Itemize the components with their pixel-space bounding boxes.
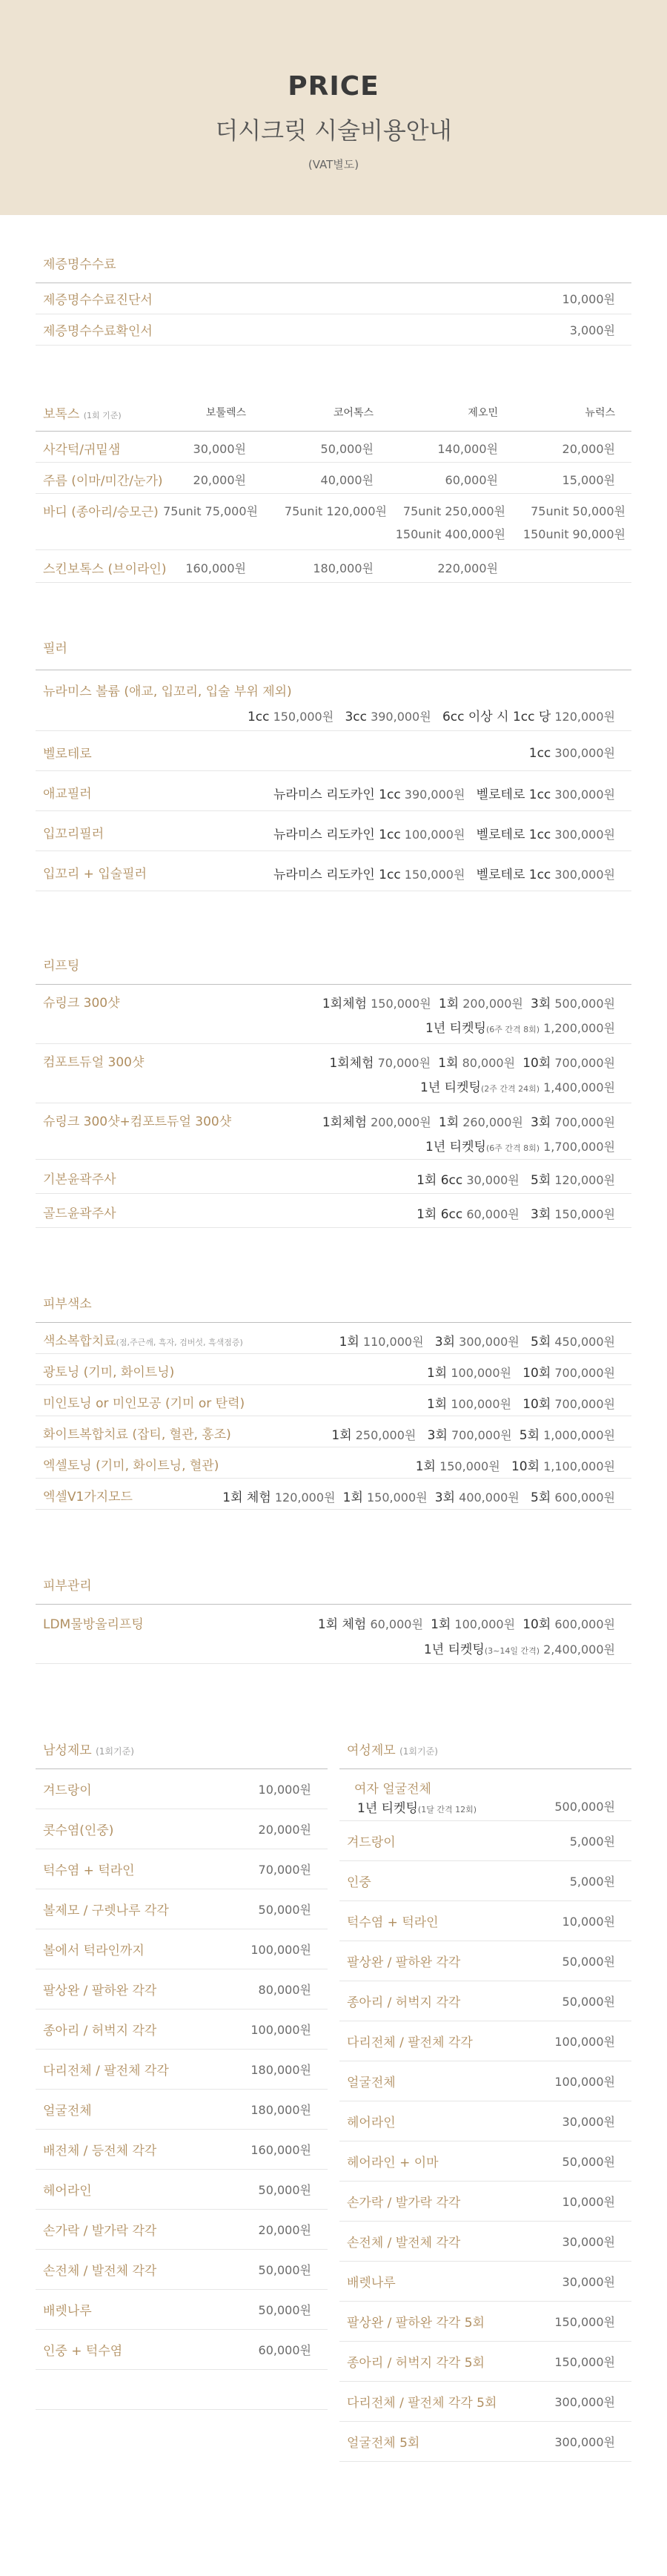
item-label: 사각턱/귀밑샘 (43, 443, 121, 458)
item-price: 150,000원 (554, 2315, 615, 2329)
price-row (339, 1981, 631, 2021)
price-row (36, 851, 631, 891)
section-note: (1회기준) (399, 1746, 438, 1757)
item-label: 인중 (347, 1875, 371, 1890)
item-label: 컴포트듀얼 300샷 (43, 1055, 145, 1070)
item-label: 종아리 / 허벅지 각각 (347, 1995, 461, 2010)
item-price: 50,000원 (258, 1903, 311, 1917)
item-label: 종아리 / 허벅지 각각 (43, 2024, 157, 2038)
item-label: 슈링크 300샷+컴포트듀얼 300샷 (43, 1114, 232, 1129)
item-label: 바디 (종아리/승모근) (43, 505, 159, 520)
item-price: 60,000원 (258, 2343, 311, 2357)
section-title: 보톡스 (43, 407, 80, 422)
price-row (36, 1323, 631, 1354)
men-price-list (36, 1769, 328, 2410)
item-label: 미인토닝 or 미인모공 (기미 or 탄력) (43, 1396, 245, 1411)
item-price: 220,000원 (437, 561, 498, 575)
item-label: 엑셀토닝 (기미, 화이트닝, 혈관) (43, 1459, 219, 1473)
price-row (36, 1385, 631, 1416)
tone-section (36, 1293, 631, 1510)
item-price: 50,000원 (562, 2155, 615, 2169)
price-row (36, 1416, 631, 1447)
item-prices: 뉴라미스 리도카인 1cc 390,000원 벨로테로 1cc 300,000원 (273, 787, 615, 802)
page-title: PRICE (288, 71, 379, 102)
price-row (339, 1901, 631, 1941)
item-price: 180,000원 (250, 2063, 311, 2077)
section-title: 제증명수수료 (36, 254, 631, 283)
item-price: 150unit 90,000원 (522, 527, 625, 541)
item-label: 벨로테로 (43, 747, 92, 762)
price-row (36, 1969, 328, 2009)
price-row (36, 2210, 328, 2250)
hair-removal-section (36, 1740, 631, 2462)
item-note: (점,주근깨, 흑자, 검버섯, 흑색점증) (116, 1338, 243, 1347)
item-label: 뉴라미스 볼륨 (애교, 입꼬리, 입술 부위 제외) (43, 684, 292, 699)
item-label: 여자 얼굴전체 (354, 1782, 431, 1797)
price-row (36, 731, 631, 771)
item-price: 100,000원 (554, 2035, 615, 2049)
item-price: 160,000원 (250, 2143, 311, 2157)
item-label: LDM물방울리프팅 (43, 1617, 144, 1632)
price-row (36, 2090, 328, 2130)
price-row (339, 2262, 631, 2302)
item-label: 팔상완 / 팔하완 각각 5회 (347, 2316, 485, 2331)
price-row (36, 2370, 328, 2410)
price-row (339, 2061, 631, 2101)
price-row (36, 314, 631, 346)
item-label: 손가락 / 발가락 각각 (347, 2196, 461, 2210)
ticket-price: 1년 티켓팅(6주 간격 8회) 1,700,000원 (425, 1140, 615, 1155)
item-label: 배렛나루 (43, 2304, 92, 2319)
page-subtitle: 더시크릿 시술비용안내 (215, 116, 452, 145)
item-prices: 1cc 300,000원 (528, 746, 615, 761)
item-price: 50,000원 (258, 2303, 311, 2317)
item-label: 스킨보톡스 (브이라인) (43, 562, 167, 577)
item-label: 광토닝 (기미, 화이트닝) (43, 1365, 175, 1380)
price-row (36, 1479, 631, 1510)
col-header: 코어톡스 (333, 407, 374, 419)
item-prices: 1회 6cc 60,000원 3회 150,000원 (417, 1207, 615, 1222)
price-row (36, 283, 631, 314)
item-label: 헤어라인 (347, 2116, 396, 2130)
price-row (36, 1044, 631, 1103)
item-price: 100,000원 (250, 2023, 311, 2037)
item-label: 애교필러 (43, 787, 92, 802)
item-price: 75unit 120,000원 (284, 504, 387, 518)
filler-section (36, 638, 631, 891)
men-hair-removal (36, 1740, 328, 2462)
item-prices: 1회체험 150,000원 1회 200,000원 3회 500,000원 (322, 997, 615, 1011)
price-row (339, 1861, 631, 1901)
item-price: 140,000원 (437, 442, 498, 456)
price-row (36, 985, 631, 1044)
item-label: 제증명수수료확인서 (43, 324, 153, 339)
item-label: 손전체 / 발전체 각각 (43, 2264, 157, 2279)
price-row (36, 1160, 631, 1194)
item-prices: 1회 110,000원 3회 300,000원 5회 450,000원 (339, 1335, 615, 1350)
price-row (339, 2422, 631, 2462)
item-price: 15,000원 (562, 473, 615, 487)
col-header: 보툴렉스 (205, 407, 246, 419)
item-label: 턱수염 + 턱라인 (347, 1915, 439, 1930)
price-row (36, 494, 631, 550)
section-title: 피부관리 (36, 1575, 631, 1605)
item-prices: 1회 6cc 30,000원 5회 120,000원 (417, 1173, 615, 1188)
item-label: 엑셀V1가지모드 (43, 1490, 133, 1505)
item-price: 20,000원 (562, 442, 615, 456)
price-row (36, 1889, 328, 1929)
section-title: 여성제모 (347, 1743, 396, 1758)
item-label: 겨드랑이 (43, 1783, 92, 1798)
price-row (36, 811, 631, 851)
item-label: 얼굴전체 (43, 2104, 92, 2118)
item-prices: 1회 체험 60,000원 1회 100,000원 10회 600,000원 (317, 1617, 615, 1632)
women-hair-removal (339, 1740, 631, 2462)
price-row (339, 1941, 631, 1981)
care-section (36, 1575, 631, 1664)
botox-header (36, 403, 631, 432)
women-price-list (339, 1821, 631, 2462)
item-price: 50,000원 (562, 1995, 615, 2009)
item-label: 팔상완 / 팔하완 각각 (43, 1984, 157, 1998)
item-label: 색소복합치료 (43, 1334, 116, 1349)
item-label: 콧수염(인중) (43, 1823, 114, 1838)
item-price: 50,000원 (258, 2183, 311, 2197)
ticket-price: 1년 티켓팅(6주 간격 8회) 1,200,000원 (425, 1021, 615, 1036)
item-price: 160,000원 (185, 561, 246, 575)
item-label: 기본윤곽주사 (43, 1172, 116, 1187)
item-label: 팔상완 / 팔하완 각각 (347, 1955, 461, 1970)
item-label: 손전체 / 발전체 각각 (347, 2236, 461, 2250)
price-row (36, 1354, 631, 1385)
section-title: 필러 (36, 638, 631, 670)
item-prices: 1회체험 200,000원 1회 260,000원 3회 700,000원 (322, 1115, 615, 1130)
item-label: 슈링크 300샷 (43, 996, 120, 1011)
item-price: 3,000원 (569, 323, 615, 337)
item-label: 볼에서 턱라인까지 (43, 1943, 145, 1958)
item-label: 손가락 / 발가락 각각 (43, 2224, 157, 2239)
price-row (339, 2222, 631, 2262)
item-price: 5,000원 (569, 1834, 615, 1849)
item-price: 80,000원 (258, 1983, 311, 1997)
hero-banner (0, 0, 667, 215)
lifting-section (36, 955, 631, 1228)
item-price: 50,000원 (320, 442, 374, 456)
price-row (36, 1103, 631, 1160)
item-price: 180,000원 (313, 561, 374, 575)
item-price: 40,000원 (320, 473, 374, 487)
price-row (36, 1809, 328, 1849)
col-header: 뉴럭스 (585, 407, 615, 419)
section-note: (1회기준) (96, 1746, 134, 1757)
price-row (36, 2009, 328, 2050)
item-price: 60,000원 (445, 473, 498, 487)
price-row (339, 2182, 631, 2222)
price-row (339, 2302, 631, 2342)
price-row (36, 670, 631, 731)
item-price: 300,000원 (554, 2435, 615, 2449)
item-price: 5,000원 (569, 1875, 615, 1889)
item-prices: 1회 100,000원 10회 700,000원 (426, 1397, 615, 1412)
price-row (36, 1194, 631, 1228)
price-row (36, 432, 631, 463)
price-row (36, 2290, 328, 2330)
item-label: 다리전체 / 팔전체 각각 (347, 2035, 473, 2050)
item-price: 75unit 250,000원 (402, 504, 505, 518)
item-prices: 1회체험 70,000원 1회 80,000원 10회 700,000원 (329, 1056, 615, 1071)
price-row (36, 2170, 328, 2210)
item-price: 300,000원 (554, 2395, 615, 2409)
price-row (339, 2342, 631, 2382)
item-price: 20,000원 (258, 1823, 311, 1837)
price-row (36, 2050, 328, 2090)
price-row (36, 1929, 328, 1969)
item-price: 20,000원 (258, 2223, 311, 2237)
item-label: 골드윤곽주사 (43, 1206, 116, 1221)
item-prices: 뉴라미스 리도카인 1cc 100,000원 벨로테로 1cc 300,000원 (273, 828, 615, 842)
price-row (339, 1821, 631, 1861)
item-label: 헤어라인 + 이마 (347, 2156, 439, 2170)
item-label: 얼굴전체 (347, 2075, 396, 2090)
price-row (339, 1769, 631, 1821)
item-label: 주름 (이마/미간/눈가) (43, 474, 163, 489)
item-price: 75unit 75,000원 (163, 504, 258, 518)
item-price: 70,000원 (258, 1863, 311, 1877)
item-price: 100,000원 (554, 2075, 615, 2089)
item-prices: 1회 100,000원 10회 700,000원 (426, 1366, 615, 1381)
item-label: 다리전체 / 팔전체 각각 (43, 2064, 169, 2078)
price-row (36, 1849, 328, 1889)
item-price: 30,000원 (562, 2275, 615, 2289)
cert-section (36, 254, 631, 346)
item-label: 배전체 / 등전체 각각 (43, 2144, 157, 2159)
item-price: 20,000원 (193, 473, 246, 487)
item-price: 30,000원 (562, 2235, 615, 2249)
botox-section (36, 403, 631, 583)
item-label: 입꼬리필러 (43, 827, 104, 842)
item-price: 10,000원 (562, 292, 615, 306)
price-row (36, 2330, 328, 2370)
item-price: 30,000원 (562, 2115, 615, 2129)
item-label: 턱수염 + 턱라인 (43, 1863, 135, 1878)
section-title: 남성제모 (43, 1743, 92, 1758)
item-price: 150unit 400,000원 (395, 527, 505, 541)
item-price: 100,000원 (250, 1943, 311, 1957)
price-row (36, 2130, 328, 2170)
ticket-price: 1년 티켓팅(3~14일 간격) 2,400,000원 (423, 1642, 615, 1657)
item-price: 500,000원 (554, 1800, 615, 1814)
section-note: (1회 기준) (83, 411, 122, 420)
item-label: 화이트복합치료 (잡티, 혈관, 홍조) (43, 1427, 231, 1442)
item-label: 얼굴전체 5회 (347, 2436, 420, 2451)
item-price: 75unit 50,000원 (531, 504, 625, 518)
item-price: 10,000원 (258, 1783, 311, 1797)
price-row (339, 2382, 631, 2422)
item-prices: 1회 체험 120,000원 1회 150,000원 3회 400,000원 5회 600,000원 (222, 1490, 615, 1505)
item-price: 180,000원 (250, 2103, 311, 2117)
price-row (36, 550, 631, 583)
item-label: 헤어라인 (43, 2184, 92, 2199)
item-label: 제증명수수료진단서 (43, 293, 153, 308)
item-prices: 뉴라미스 리도카인 1cc 150,000원 벨로테로 1cc 300,000원 (273, 868, 615, 882)
item-label: 볼제모 / 구렛나루 각각 (43, 1903, 169, 1918)
item-label: 배렛나루 (347, 2276, 396, 2291)
item-label: 인중 + 턱수염 (43, 2344, 123, 2359)
price-row (36, 1447, 631, 1479)
price-row (36, 463, 631, 494)
item-prices: 1cc 150,000원 3cc 390,000원 6cc 이상 시 1cc 당 120,000원 (247, 710, 615, 724)
price-row (36, 1769, 328, 1809)
ticket-label: 1년 티켓팅(1달 간격 12회) (357, 1801, 477, 1816)
ticket-price: 1년 티켓팅(2주 간격 24회) 1,400,000원 (420, 1080, 615, 1095)
col-header: 제오민 (468, 407, 498, 419)
price-row (36, 771, 631, 811)
section-title: 리프팅 (36, 955, 631, 985)
item-label: 종아리 / 허벅지 각각 5회 (347, 2356, 485, 2371)
item-price: 150,000원 (554, 2355, 615, 2369)
item-prices: 1회 150,000원 10회 1,100,000원 (415, 1459, 615, 1474)
item-price: 50,000원 (562, 1955, 615, 1969)
item-label: 입꼬리 + 입술필러 (43, 867, 147, 882)
price-row (36, 1605, 631, 1664)
item-price: 50,000원 (258, 2263, 311, 2277)
item-label: 겨드랑이 (347, 1835, 396, 1850)
price-row (36, 2250, 328, 2290)
price-row (339, 2141, 631, 2182)
item-label: 다리전체 / 팔전체 각각 5회 (347, 2396, 497, 2411)
item-price: 10,000원 (562, 2195, 615, 2209)
vat-note: (VAT별도) (308, 158, 359, 171)
item-prices: 1회 250,000원 3회 700,000원 5회 1,000,000원 (331, 1428, 615, 1443)
price-row (339, 2101, 631, 2141)
item-price: 30,000원 (193, 442, 246, 456)
price-row (339, 2021, 631, 2061)
section-title: 피부색소 (36, 1293, 631, 1323)
item-price: 10,000원 (562, 1915, 615, 1929)
